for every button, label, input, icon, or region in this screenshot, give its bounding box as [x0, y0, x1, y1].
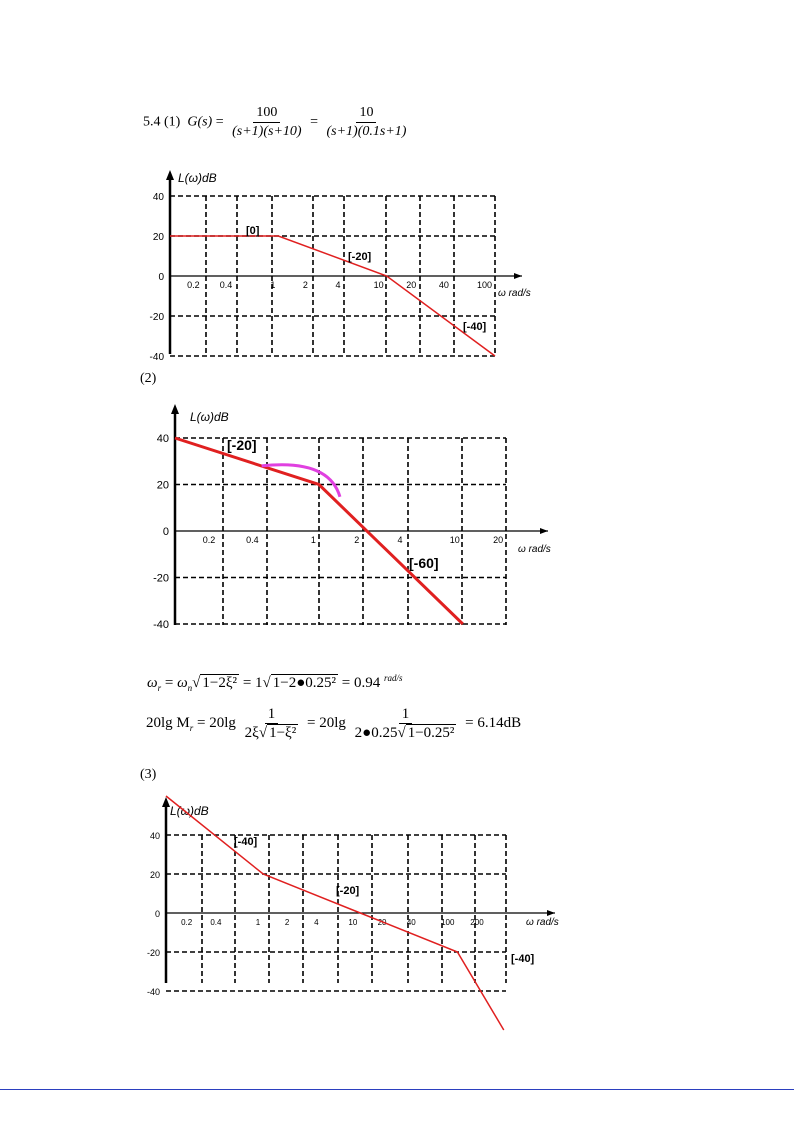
chart2-y-tick-label: 20 — [156, 479, 169, 492]
bode-chart-1 — [130, 168, 531, 363]
chart2-x-tick-label: 4 — [397, 535, 403, 545]
chart3-slope-annotation: [-40] — [511, 953, 535, 965]
chart3-x-tick-label: 10 — [348, 918, 358, 927]
chart1-x-tick-label: 0.2 — [187, 280, 200, 290]
chart1-y-axis-label: L(ω)dB — [178, 171, 217, 185]
chart2-x-axis-label: ω rad/s — [518, 544, 551, 555]
chart1-x-tick-label: 20 — [406, 280, 417, 290]
chart3-x-tick-label: 20 — [377, 918, 387, 927]
chart1-x-tick-label: 0.4 — [219, 280, 233, 290]
chart1-y-arrow — [166, 170, 174, 180]
chart3-x-tick-label: 200 — [470, 918, 484, 927]
chart2-y-arrow — [171, 404, 179, 414]
chart3-x-tick-label: 4 — [314, 918, 319, 927]
chart1-x-tick-label: 10 — [373, 280, 384, 290]
bode-chart-3 — [130, 795, 570, 997]
transfer-function-lhs: G(s) — [187, 114, 213, 130]
chart2-x-tick-label: 20 — [493, 535, 504, 545]
chart1-y-tick-label: 40 — [152, 192, 164, 203]
chart2-y-tick-label: -40 — [153, 619, 169, 631]
problem-label: 5.4 (1) — [143, 114, 181, 130]
resonant-peak-equation: 20lg $M_r = 20\lg$ $\frac{1}{\text{2ξ√ 1−ξ²}}$ = 20lg $\frac{1}{\text{2●0.25√ 1−0.25²}}$ = 6.14dB — [146, 706, 522, 741]
chart1-x-axis-label: ω rad/s — [498, 288, 531, 299]
chart3-x-tick-label: 0.2 — [181, 918, 193, 927]
chart1-y-tick-label: -40 — [149, 352, 164, 363]
chart2-x-tick-label: 2 — [354, 535, 360, 545]
part2-label: (2) — [140, 371, 157, 386]
chart1-x-arrow — [514, 273, 522, 279]
chart1-x-tick-label: 1 — [270, 280, 276, 290]
chart2-y-tick-label: 0 — [162, 526, 169, 538]
chart1-x-tick-label: 2 — [302, 280, 308, 290]
chart1-y-tick-label: 0 — [158, 272, 164, 283]
chart2-y-axis-label: L(ω)dB — [190, 410, 229, 424]
chart3-y-tick-label: 0 — [154, 909, 160, 919]
mr-fraction-1: $\frac{1}{\text{2ξ√ 1−ξ²}}$ — [244, 706, 297, 741]
chart3-x-tick-label: 0.4 — [210, 918, 222, 927]
bode-chart-2 — [130, 402, 560, 632]
chart3-x-tick-label: 1 — [255, 918, 261, 927]
chart1-x-tick-label: 40 — [438, 280, 449, 290]
chart3-x-tick-label: 2 — [284, 918, 290, 927]
chart2-slope-annotation: [-20] — [227, 437, 257, 453]
chart1-y-tick-label: 20 — [152, 232, 164, 243]
chart2-slope-annotation: [-60] — [409, 555, 439, 571]
chart2-x-tick-label: 1 — [310, 535, 316, 545]
chart1-slope-annotation: [-40] — [463, 321, 487, 333]
mr-fraction-2: $\frac{1}{\text{2●0.25√ 1−0.25²}}$ — [354, 706, 455, 741]
problem-equation: 5.4 (1) G(s) = $\frac{100}{(s+1)(s+10)}$ = $\frac{10}{(s+1)(0.1s+1)}$ — [143, 105, 411, 140]
chart3-x-arrow — [547, 910, 555, 916]
chart3-y-tick-label: -40 — [146, 987, 160, 997]
chart2-y-tick-label: -20 — [153, 572, 169, 585]
chart3-x-tick-label: 40 — [406, 918, 416, 927]
chart3-y-tick-label: -20 — [146, 948, 160, 958]
footer-divider — [0, 1089, 794, 1090]
chart3-x-tick-label: 100 — [441, 918, 455, 927]
part3-label: (3) — [140, 767, 157, 782]
chart3-slope-annotation: [-20] — [336, 885, 360, 897]
chart2-y-tick-label: 40 — [156, 433, 169, 445]
fraction-1: $\frac{100}{(s+1)(s+10)}$ — [232, 105, 302, 139]
chart3-y-axis-label: L(ω)dB — [170, 804, 209, 818]
fraction-2: $\frac{10}{(s+1)(0.1s+1)}$ — [326, 105, 407, 139]
resonant-frequency-equation: $\omega_r = \omega_n√$ 1−2ξ² = 1√ 1−2●0.25² = 0.94 $^{rad/s}$ — [147, 673, 403, 693]
chart3-y-tick-label: 20 — [149, 870, 160, 880]
chart3-slope-annotation: [-40] — [234, 836, 258, 848]
chart1-x-tick-label: 4 — [335, 280, 341, 290]
chart3-x-axis-label: ω rad/s — [526, 917, 559, 928]
chart1-slope-annotation: [0] — [246, 225, 260, 237]
chart2-x-arrow — [540, 528, 548, 534]
chart1-series-line — [170, 236, 495, 356]
chart2-x-tick-label: 0.2 — [202, 535, 216, 545]
chart2-x-tick-label: 10 — [449, 535, 460, 545]
chart2-x-tick-label: 0.4 — [246, 535, 259, 545]
chart3-y-tick-label: 40 — [149, 831, 160, 841]
chart1-slope-annotation: [-20] — [348, 251, 372, 263]
chart1-x-tick-label: 100 — [476, 280, 492, 290]
chart1-y-tick-label: -20 — [149, 312, 164, 323]
